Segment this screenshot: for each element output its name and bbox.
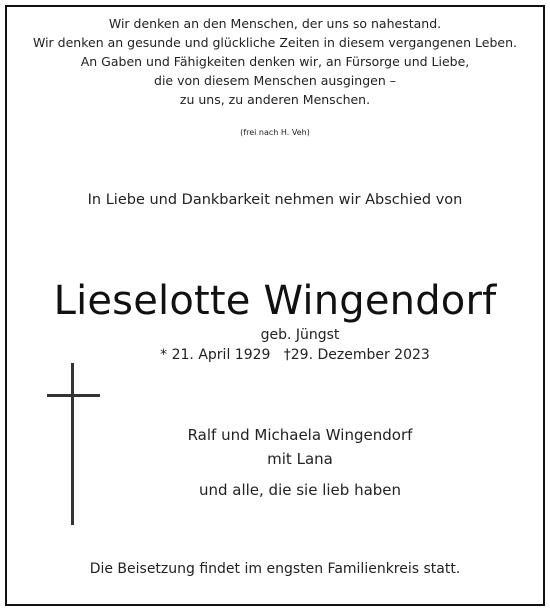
mourner-line-2: mit Lana [267, 450, 333, 468]
burial-note: Die Beisetzung findet im engsten Familienkreis statt. [89, 561, 461, 577]
poem-credit: (frei nach H. Veh) [240, 128, 310, 137]
poem-line-5: zu uns, zu anderen Menschen. [179, 92, 371, 107]
life-dates: * 21. April 1929 †29. Dezember 2023 [160, 347, 430, 363]
deceased-name: Lieselotte Wingendorf [53, 278, 497, 324]
poem [0, 14, 550, 109]
poem-line-3: An Gaben und Fähigkeiten denken wir, an Fürsorge und Liebe, [80, 54, 470, 69]
poem-line-4: die von diesem Menschen ausgingen – [154, 73, 396, 88]
poem-line-1: Wir denken an den Menschen, der uns so nahestand. [108, 16, 442, 31]
maiden-name: geb. Jüngst [260, 327, 340, 343]
poem-line-2: Wir denken an gesunde und glückliche Zeiten in diesem vergangenen Leben. [33, 35, 517, 50]
cross-icon-bar [47, 394, 100, 397]
cross-icon [71, 363, 74, 525]
farewell-intro: In Liebe und Dankbarkeit nehmen wir Abschied von [87, 192, 463, 208]
mourner-line-1: Ralf und Michaela Wingendorf [187, 426, 413, 444]
mourner-line-3: und alle, die sie lieb haben [198, 481, 402, 499]
